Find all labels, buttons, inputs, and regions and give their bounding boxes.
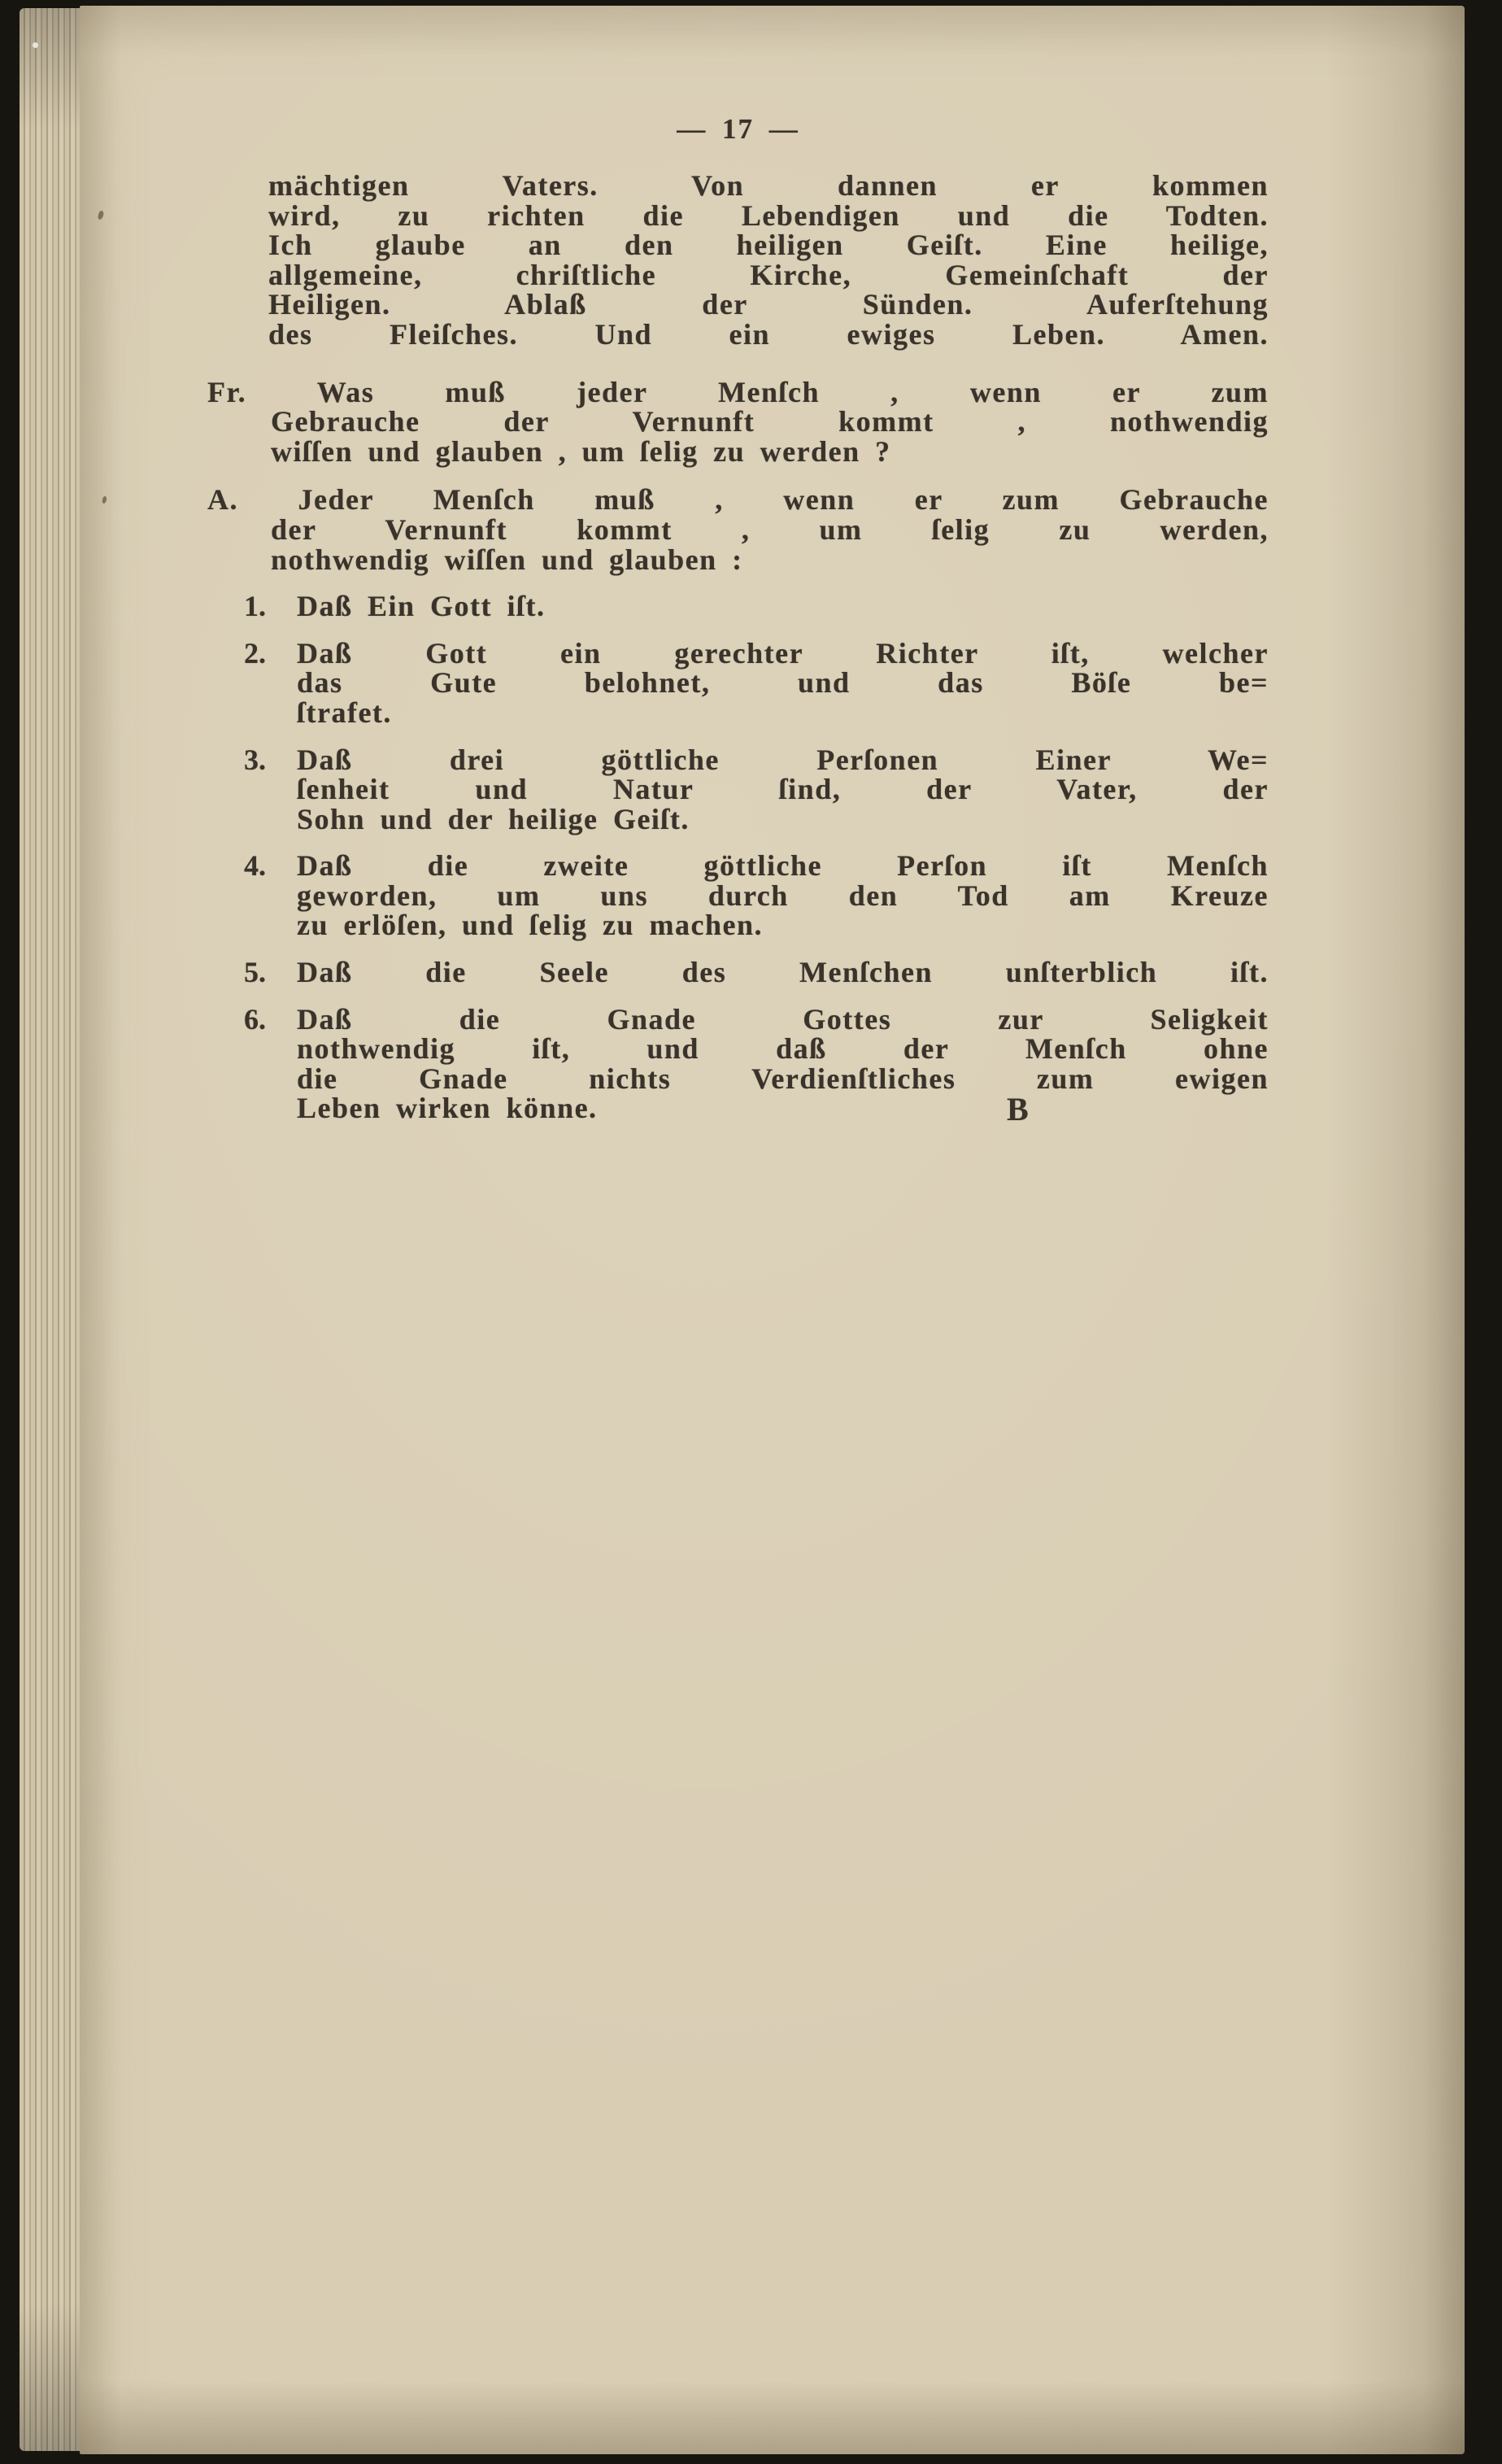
text-line: mächtigen Vaters. Von dannen er kommen xyxy=(268,169,1269,202)
page-number: — 17 — xyxy=(677,113,799,145)
page-content xyxy=(207,171,1269,1123)
text-line: das Gute belohnet, und das Böſe be= xyxy=(297,666,1269,700)
text-line: zu erlöſen, und ſelig zu machen. xyxy=(297,909,763,942)
text-line: ſenheit und Natur ſind, der Vater, der xyxy=(297,773,1269,806)
text-line: der Vernunft kommt , um ſelig zu werden, xyxy=(271,512,1269,546)
paper-speck xyxy=(33,42,38,48)
text-line: A. Jeder Menſch muß , wenn er zum Gebrauche xyxy=(207,483,1269,517)
text-line: Gebrauche der Vernunft kommt , nothwendig xyxy=(271,405,1269,438)
text-line: Heiligen. Ablaß der Sünden. Auferſtehung xyxy=(268,288,1269,321)
question-answer-label: A. xyxy=(207,483,238,517)
item-number: 6. xyxy=(244,1002,266,1036)
item-number: 2. xyxy=(244,636,266,669)
text-line: 3. Daß drei göttliche Perſonen Einer We= xyxy=(244,743,1269,776)
question-answer-label: Fr. xyxy=(207,375,247,408)
text-line: nothwendig iſt, und daß der Menſch ohne xyxy=(297,1032,1269,1066)
text-line: die Gnade nichts Verdienſtliches zum ewigen xyxy=(297,1062,1269,1095)
text-line: Sohn und der heilige Geiſt. xyxy=(297,802,690,835)
answer-paragraph xyxy=(207,485,1269,574)
text-line: 6. Daß die Gnade Gottes zur Seligkeit xyxy=(244,1002,1269,1036)
text-line: 5. Daß die Seele des Menſchen unſterblich iſt. xyxy=(244,956,1269,989)
catechism-item-4 xyxy=(244,851,1269,940)
catechism-item-2 xyxy=(244,636,1269,729)
text-line: geworden, um uns durch den Tod am Kreuze xyxy=(297,879,1269,912)
catechism-item-5 xyxy=(244,957,1269,988)
item-number: 4. xyxy=(244,849,266,883)
catechism-item-1 xyxy=(244,591,1269,621)
text-line: des Fleiſches. Und ein ewiges Leben. Amen. xyxy=(268,317,1269,351)
text-line: allgemeine, chriſtliche Kirche, Gemeinſchaft der xyxy=(268,258,1269,291)
text-line: 2. Daß Gott ein gerechter Richter iſt, welcher xyxy=(244,636,1269,669)
book-page-edges xyxy=(20,8,80,2451)
creed-paragraph xyxy=(207,171,1269,350)
item-number: 1. xyxy=(244,590,266,623)
text-line: wiſſen und glauben , um ſelig zu werden ? xyxy=(271,434,891,468)
catechism-item-6 xyxy=(244,1002,1269,1125)
question-paragraph xyxy=(207,377,1269,467)
item-number: 5. xyxy=(244,956,266,989)
text-line: wird, zu richten die Lebendigen und die Todten. xyxy=(268,198,1269,232)
catechism-item-3 xyxy=(244,745,1269,835)
item-number: 3. xyxy=(244,743,266,776)
text-line: Ich glaube an den heiligen Geiſt. Eine heilige, xyxy=(268,229,1269,262)
text-line: Fr. Was muß jeder Menſch , wenn er zum xyxy=(207,375,1269,408)
signature-mark: B xyxy=(1007,1091,1030,1127)
text-block xyxy=(207,113,1269,1127)
text-line: nothwendig wiſſen und glauben : xyxy=(271,543,743,576)
text-line: 1. Daß Ein Gott iſt. xyxy=(244,590,546,623)
text-line: Leben wirken könne. xyxy=(297,1092,598,1125)
text-line: 4. Daß die zweite göttliche Perſon iſt Menſch xyxy=(244,849,1269,883)
text-line: ſtrafet. xyxy=(297,696,392,729)
